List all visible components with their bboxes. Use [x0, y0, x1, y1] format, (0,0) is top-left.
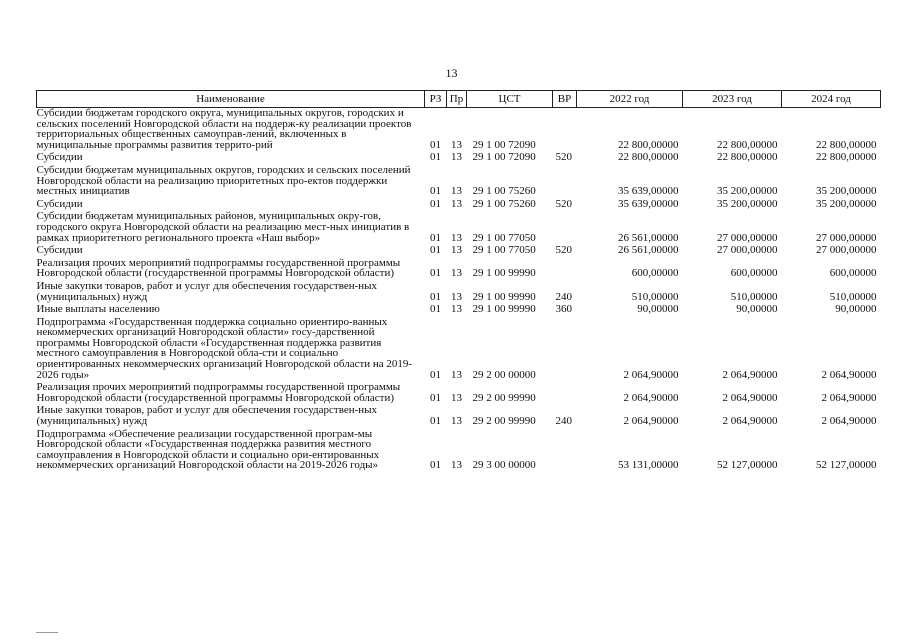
row-cst: 29 1 00 99990 — [472, 267, 536, 280]
row-vr: 520 — [555, 244, 572, 257]
row-rz: 01 — [430, 197, 441, 210]
row-name: Иные выплаты населению — [36, 303, 160, 316]
row-rz: 01 — [430, 244, 441, 257]
row-2023: 2 064,90000 — [722, 391, 778, 404]
header-cst: ЦСТ — [467, 91, 553, 108]
row-2022: 22 800,00000 — [618, 138, 679, 151]
row-name: Субсидии бюджетам муниципальных районов, муниципальных окру-гов, городского округа Новгородской области на реализацию мест-ных инициатив в рамках приоритетного регионального проекта «Наш выбор» — [36, 210, 410, 244]
row-pr: 13 — [451, 244, 462, 257]
row-vr — [553, 317, 577, 383]
row-pr: 13 — [451, 415, 462, 428]
row-2024: 2 064,90000 — [821, 391, 877, 404]
row-vr — [553, 258, 577, 281]
row-2023: 600,00000 — [730, 267, 778, 280]
row-2023: 2 064,90000 — [722, 368, 778, 381]
row-pr: 13 — [451, 151, 462, 164]
header-pr: Пр — [447, 91, 467, 108]
row-vr: 520 — [555, 197, 572, 210]
row-2024: 2 064,90000 — [821, 368, 877, 381]
row-rz: 01 — [430, 138, 441, 151]
header-2023: 2023 год — [683, 91, 782, 108]
row-vr — [553, 211, 577, 245]
row-2024: 510,00000 — [829, 290, 877, 303]
row-vr — [553, 165, 577, 199]
row-2022: 53 131,00000 — [618, 459, 679, 472]
budget-table — [36, 90, 881, 473]
row-rz: 01 — [430, 231, 441, 244]
table-header — [37, 91, 881, 108]
row-rz: 01 — [430, 303, 441, 316]
row-cst: 29 2 00 00000 — [472, 368, 536, 381]
row-cst: 29 1 00 77050 — [472, 231, 536, 244]
row-name: Реализация прочих мероприятий подпрограммы государственной программы Новгородской области (государственной программы Новгородской области) — [36, 256, 401, 280]
row-cst: 29 2 00 99990 — [472, 415, 536, 428]
row-2022: 26 561,00000 — [618, 231, 679, 244]
header-rz: РЗ — [425, 91, 447, 108]
table-row — [37, 382, 881, 405]
row-2023: 90,00000 — [736, 303, 778, 316]
row-2022: 26 561,00000 — [618, 244, 679, 257]
row-pr: 13 — [451, 197, 462, 210]
row-cst: 29 1 00 72090 — [472, 151, 536, 164]
row-name: Подпрограмма «Обеспечение реализации государственной програм-мы Новгородской области «Государственная поддержка развития местного самоуправления в Новгородской области и социально ори-ентированных некоммерческих организаций Новгородской области на 2019-2026 годы» — [36, 427, 380, 472]
row-name: Субсидии бюджетам муниципальных округов, городских и сельских поселений Новгородской области на реализацию приоритетных про-ектов поддержки местных инициатив — [36, 163, 411, 198]
row-2022: 35 639,00000 — [618, 185, 679, 198]
row-2023: 27 000,00000 — [717, 244, 778, 257]
row-2022: 600,00000 — [631, 267, 679, 280]
row-2023: 2 064,90000 — [722, 415, 778, 428]
row-rz: 01 — [430, 391, 441, 404]
row-2022: 2 064,90000 — [623, 415, 679, 428]
table-row — [37, 304, 881, 317]
table-row — [37, 317, 881, 383]
header-2022: 2022 год — [577, 91, 683, 108]
row-rz: 01 — [430, 290, 441, 303]
row-vr: 360 — [555, 303, 572, 316]
row-name: Подпрограмма «Государственная поддержка социально ориентиро-ванных некоммерческих организаций Новгородской области» госу-дарственной программы Новгородской области «Государственная поддержка развития местного самоуправления в Новгородской обла-сти и социально ориентированных некоммерческих организаций Новгородской области на 2019-2026 годы» — [36, 315, 413, 381]
row-rz: 01 — [430, 267, 441, 280]
row-rz: 01 — [430, 151, 441, 164]
row-rz: 01 — [430, 185, 441, 198]
row-2024: 52 127,00000 — [816, 459, 877, 472]
row-name: Реализация прочих мероприятий подпрограммы государственной программы Новгородской области (государственной программы Новгородской области) — [36, 381, 401, 404]
table-row — [37, 258, 881, 281]
row-name: Субсидии бюджетам городского округа, муниципальных округов, городских и сельских поселений Новгородской области на поддерж-ку реализации проектов территориальных общественных самоуправ-лений, включенных в муниципальные программы развития террито-рий — [36, 107, 412, 151]
row-2023: 35 200,00000 — [717, 185, 778, 198]
row-vr: 240 — [555, 290, 572, 303]
row-2023: 27 000,00000 — [717, 231, 778, 244]
row-vr — [553, 382, 577, 405]
header-vr: ВР — [553, 91, 577, 108]
row-vr: 520 — [555, 151, 572, 164]
row-pr: 13 — [451, 459, 462, 472]
row-pr: 13 — [451, 267, 462, 280]
row-cst: 29 1 00 77050 — [472, 244, 536, 257]
row-2022: 22 800,00000 — [618, 151, 679, 164]
row-2024: 22 800,00000 — [816, 151, 877, 164]
row-2023: 22 800,00000 — [717, 151, 778, 164]
row-pr: 13 — [451, 290, 462, 303]
row-cst: 29 1 00 72090 — [472, 138, 536, 151]
row-2024: 35 200,00000 — [816, 197, 877, 210]
header-2024: 2024 год — [782, 91, 881, 108]
row-2023: 52 127,00000 — [717, 459, 778, 472]
table-row — [37, 245, 881, 258]
row-2022: 2 064,90000 — [623, 391, 679, 404]
row-rz: 01 — [430, 415, 441, 428]
row-rz: 01 — [430, 459, 441, 472]
row-2024: 2 064,90000 — [821, 415, 877, 428]
row-name: Иные закупки товаров, работ и услуг для обеспечения государствен-ных (муниципальных) нужд — [36, 404, 378, 428]
row-2022: 510,00000 — [631, 290, 679, 303]
table-row — [37, 281, 881, 304]
row-vr — [553, 108, 577, 153]
row-2023: 22 800,00000 — [717, 138, 778, 151]
row-cst: 29 1 00 75260 — [472, 185, 536, 198]
row-2024: 35 200,00000 — [816, 185, 877, 198]
row-name: Субсидии — [36, 151, 83, 164]
row-rz: 01 — [430, 368, 441, 381]
row-2024: 22 800,00000 — [816, 138, 877, 151]
row-2024: 600,00000 — [829, 267, 877, 280]
row-cst: 29 1 00 75260 — [472, 197, 536, 210]
table-row — [37, 429, 881, 473]
row-2022: 2 064,90000 — [623, 368, 679, 381]
row-cst: 29 1 00 99990 — [472, 303, 536, 316]
table-row — [37, 165, 881, 199]
row-pr: 13 — [451, 231, 462, 244]
row-cst: 29 2 00 99990 — [472, 391, 536, 404]
row-pr: 13 — [451, 138, 462, 151]
row-name: Иные закупки товаров, работ и услуг для обеспечения государствен-ных (муниципальных) нужд — [36, 279, 378, 303]
page-number: 13 — [445, 66, 458, 80]
row-vr — [553, 429, 577, 473]
row-2022: 90,00000 — [637, 303, 679, 316]
table-row — [37, 405, 881, 428]
row-2024: 27 000,00000 — [816, 231, 877, 244]
row-pr: 13 — [451, 391, 462, 404]
row-name: Субсидии — [36, 244, 83, 257]
row-vr: 240 — [555, 415, 572, 428]
row-2024: 90,00000 — [835, 303, 877, 316]
table-row — [37, 211, 881, 245]
row-name: Субсидии — [36, 197, 83, 210]
row-2022: 35 639,00000 — [618, 197, 679, 210]
row-2023: 510,00000 — [730, 290, 778, 303]
row-pr: 13 — [451, 303, 462, 316]
row-cst: 29 1 00 99990 — [472, 290, 536, 303]
header-name: Наименование — [37, 91, 425, 108]
page-edge-mark — [36, 632, 58, 633]
table-body — [37, 108, 881, 474]
row-2023: 35 200,00000 — [717, 197, 778, 210]
row-pr: 13 — [451, 368, 462, 381]
row-pr: 13 — [451, 185, 462, 198]
row-cst: 29 3 00 00000 — [472, 459, 536, 472]
table-row — [37, 108, 881, 153]
row-2024: 27 000,00000 — [816, 244, 877, 257]
